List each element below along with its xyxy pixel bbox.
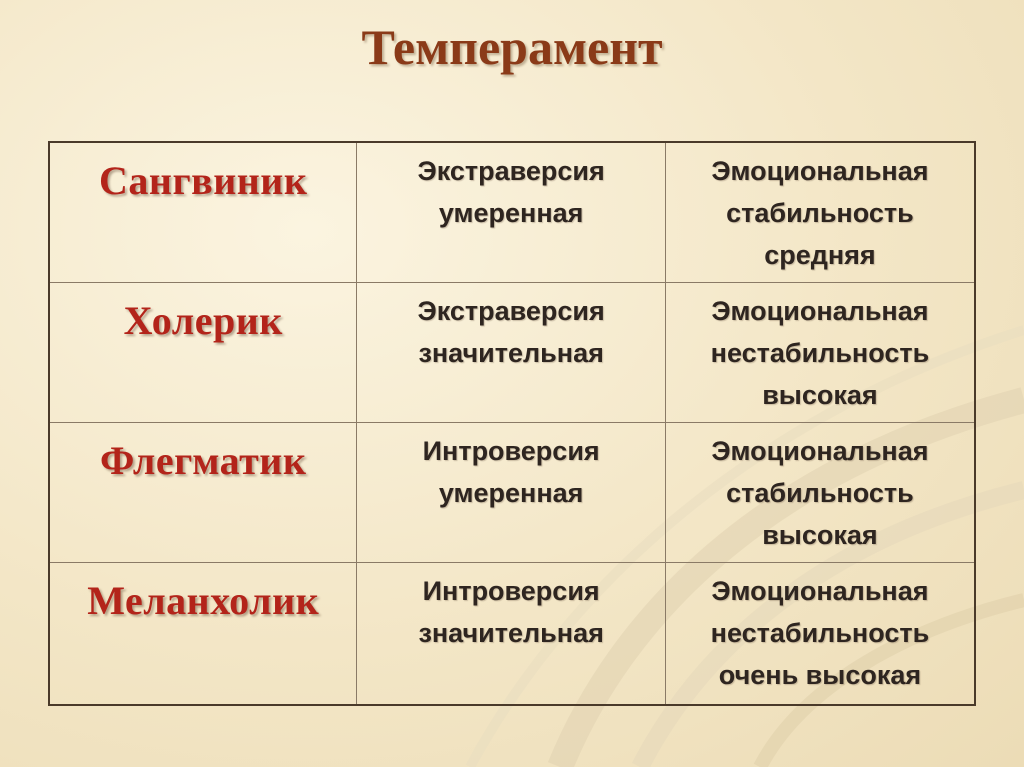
emotionality-level: высокая xyxy=(762,379,878,410)
extraversion-level: умеренная xyxy=(438,477,584,508)
emotionality-cell xyxy=(665,562,975,705)
emotionality-level: средняя xyxy=(764,240,876,270)
extraversion-cell xyxy=(357,142,665,282)
temperament-type-name: Флегматик xyxy=(100,437,307,483)
extraversion-kind: Экстраверсия xyxy=(417,295,605,326)
emotionality-level: высокая xyxy=(762,519,878,550)
slide-title: Темперамент xyxy=(361,19,663,75)
extraversion-level: умеренная xyxy=(438,198,584,228)
extraversion-level: значительная xyxy=(418,617,604,648)
temperament-type-name: Холерик xyxy=(123,297,283,343)
table-row xyxy=(49,562,975,705)
table-row xyxy=(49,282,975,422)
temperament-type-name: Меланхолик xyxy=(87,577,320,623)
temperament-type-cell xyxy=(49,282,357,422)
emotionality-kind: стабильность xyxy=(726,477,914,508)
emotionality-kind: нестабильность xyxy=(710,617,930,648)
extraversion-kind: Экстраверсия xyxy=(417,156,605,186)
extraversion-kind: Интроверсия xyxy=(422,575,600,606)
extraversion-cell xyxy=(357,422,665,562)
emotionality-cell xyxy=(665,422,975,562)
extraversion-cell xyxy=(357,282,665,422)
emotionality-label: Эмоциональная xyxy=(711,575,929,606)
emotionality-level: очень высокая xyxy=(718,659,922,690)
temperament-type-cell xyxy=(49,142,357,282)
temperament-type-name: Сангвиник xyxy=(99,158,308,203)
temperament-table xyxy=(48,141,976,706)
emotionality-cell xyxy=(665,142,975,282)
emotionality-label: Эмоциональная xyxy=(711,156,929,186)
emotionality-label: Эмоциональная xyxy=(711,435,929,466)
extraversion-kind: Интроверсия xyxy=(422,435,600,466)
temperament-type-cell xyxy=(49,422,357,562)
extraversion-level: значительная xyxy=(418,337,604,368)
emotionality-kind: стабильность xyxy=(726,198,914,228)
emotionality-label: Эмоциональная xyxy=(711,295,929,326)
emotionality-cell xyxy=(665,282,975,422)
table-row xyxy=(49,422,975,562)
table-row xyxy=(49,142,975,282)
extraversion-cell xyxy=(357,562,665,705)
emotionality-kind: нестабильность xyxy=(710,337,930,368)
temperament-type-cell xyxy=(49,562,357,705)
